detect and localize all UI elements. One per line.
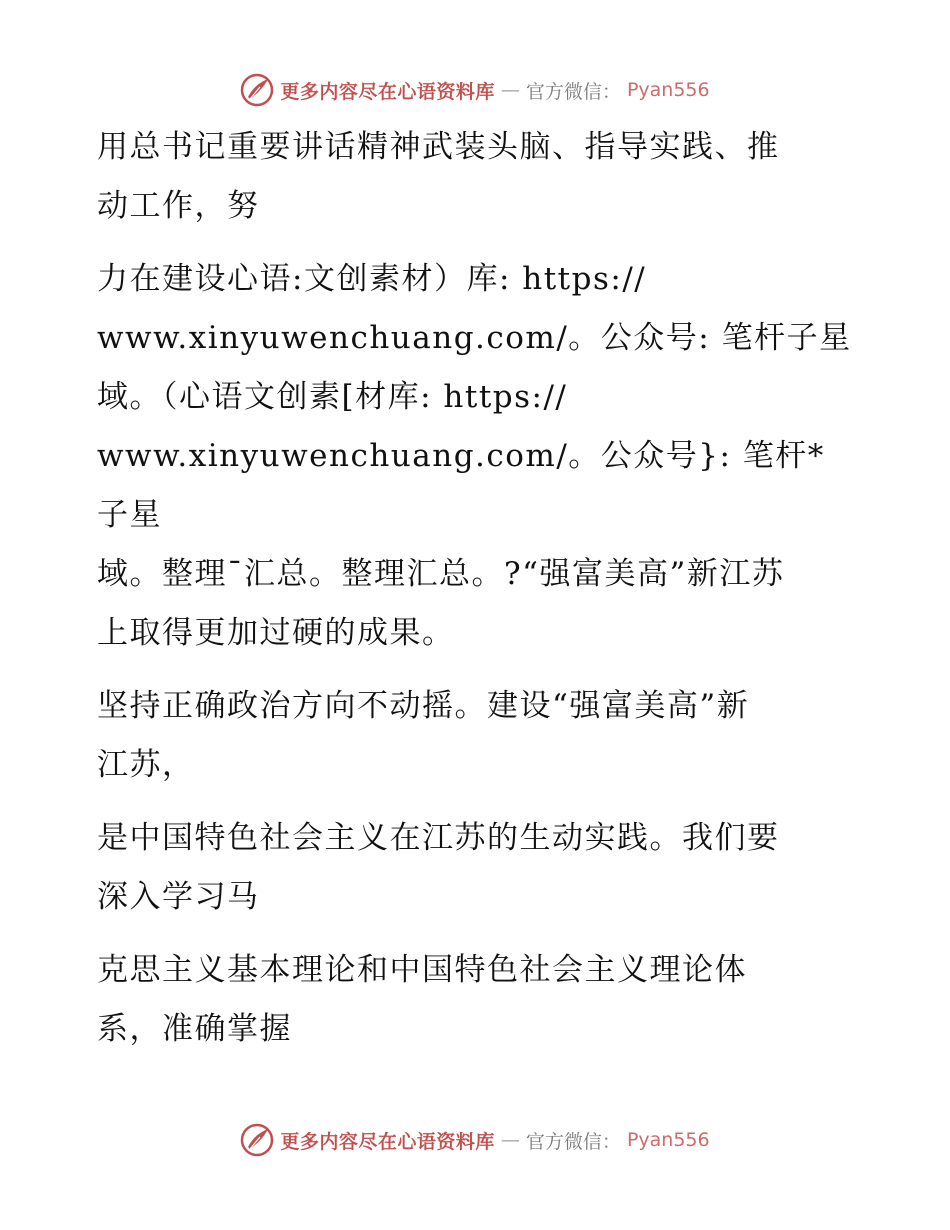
banner-wechat-label: 官方微信： <box>525 80 621 103</box>
text-line: 坚持正确政治方向不动摇。建设“强富美高”新 <box>97 688 750 724</box>
text-line: 是中国特色社会主义在江苏的生动实践。我们要 <box>97 820 780 856</box>
text-line: 系，准确掌握 <box>97 1011 292 1047</box>
text-line: www.xinyuwenchuang.com/。公众号: 笔杆子星 <box>97 320 852 356</box>
document-body <box>97 118 857 1073</box>
quill-logo-icon <box>240 73 274 107</box>
text-line: 克思主义基本理论和中国特色社会主义理论体 <box>97 952 747 988</box>
banner-dash: — <box>500 79 520 101</box>
text-line: 用总书记重要讲话精神武装头脑、指导实践、推 <box>97 129 780 165</box>
banner-lead-text: 更多内容尽在心语资料库 <box>280 80 495 103</box>
text-line: 域。整理¯汇总。整理汇总。?“强富美高”新江苏 <box>97 556 785 592</box>
paragraph-5 <box>97 941 857 1059</box>
banner-dash: — <box>500 1129 520 1151</box>
banner-wechat-handle: Pyan556 <box>626 1129 710 1151</box>
text-line: 深入学习马 <box>97 879 260 915</box>
text-line: www.xinyuwenchuang.com/。公众号}: 笔杆*子星 <box>97 438 825 533</box>
paragraph-1 <box>97 118 857 236</box>
paragraph-2 <box>97 250 857 663</box>
paragraph-3 <box>97 677 857 795</box>
quill-logo-icon <box>240 1123 274 1157</box>
text-line: 上取得更加过硬的成果。 <box>97 615 455 651</box>
banner-wechat-handle: Pyan556 <box>626 79 710 101</box>
text-line: 江苏， <box>97 747 195 783</box>
footer-banner <box>0 1120 950 1160</box>
banner-wechat-label: 官方微信： <box>525 1130 621 1153</box>
text-line: 力在建设心语:文创素材）库: https:// <box>97 261 647 297</box>
header-banner <box>0 70 950 110</box>
text-line: 域。（心语文创素[材库: https:// <box>97 379 568 415</box>
banner-lead-text: 更多内容尽在心语资料库 <box>280 1130 495 1153</box>
text-line: 动工作，努 <box>97 188 260 224</box>
paragraph-4 <box>97 809 857 927</box>
